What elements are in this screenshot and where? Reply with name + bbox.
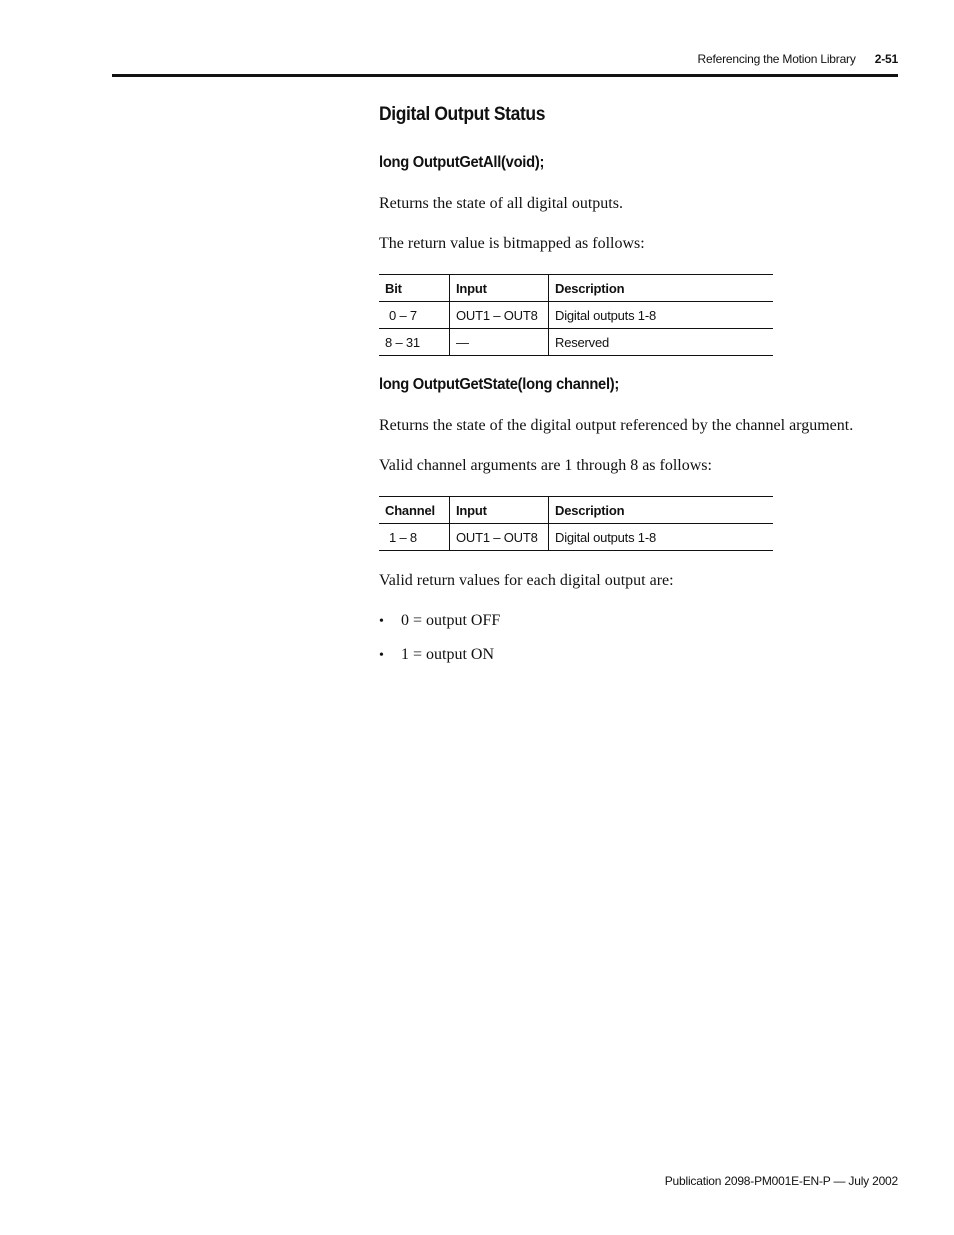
table-cell: Digital outputs 1-8: [549, 302, 774, 329]
page-header: [698, 52, 898, 66]
table-row: [379, 329, 773, 356]
page-footer: Publication 2098-PM001E-EN-P — July 2002: [664, 1174, 898, 1188]
table-intro: The return value is bitmapped as follows:: [379, 235, 645, 252]
table-cell: 1 – 8: [379, 524, 450, 551]
table-header-cell: Channel: [379, 497, 450, 524]
return-values-list: [379, 611, 869, 666]
table-header-cell: Input: [450, 497, 549, 524]
function-signature-outputgetall: long OutputGetAll(void);: [379, 154, 545, 171]
table-cell: —: [450, 329, 549, 356]
table-intro: Valid channel arguments are 1 through 8 as follows:: [379, 457, 712, 474]
header-rule: [112, 74, 898, 77]
function-description: Returns the state of the digital output referenced by the channel argument.: [379, 417, 854, 434]
table-header-cell: Description: [549, 497, 774, 524]
bullet-icon: •: [379, 648, 384, 663]
channel-table: [379, 496, 773, 551]
bullet-icon: •: [379, 614, 384, 629]
table-cell: 0 – 7: [379, 302, 450, 329]
table-cell: 8 – 31: [379, 329, 450, 356]
page-number: 2-51: [874, 52, 898, 66]
table-header-row: [379, 275, 773, 302]
table-row: [379, 302, 773, 329]
function-signature-outputgetstate: long OutputGetState(long channel);: [379, 376, 620, 393]
return-values-intro: Valid return values for each digital output are:: [379, 572, 674, 589]
list-item: [379, 645, 869, 666]
header-title: Referencing the Motion Library: [697, 52, 856, 66]
list-item: [379, 611, 869, 632]
table-header-cell: Bit: [379, 275, 450, 302]
bitmap-table: [379, 274, 773, 356]
list-item-text: 0 = output OFF: [401, 612, 501, 629]
table-header-row: [379, 497, 773, 524]
table-cell: OUT1 – OUT8: [450, 524, 549, 551]
table-header-cell: Description: [549, 275, 774, 302]
table-cell: Digital outputs 1-8: [549, 524, 774, 551]
page-content: [379, 104, 869, 679]
table-cell: Reserved: [549, 329, 774, 356]
function-description: Returns the state of all digital outputs.: [379, 195, 623, 212]
table-header-cell: Input: [450, 275, 549, 302]
list-item-text: 1 = output ON: [401, 646, 495, 663]
section-title: Digital Output Status: [379, 104, 546, 125]
table-cell: OUT1 – OUT8: [450, 302, 549, 329]
table-row: [379, 524, 773, 551]
